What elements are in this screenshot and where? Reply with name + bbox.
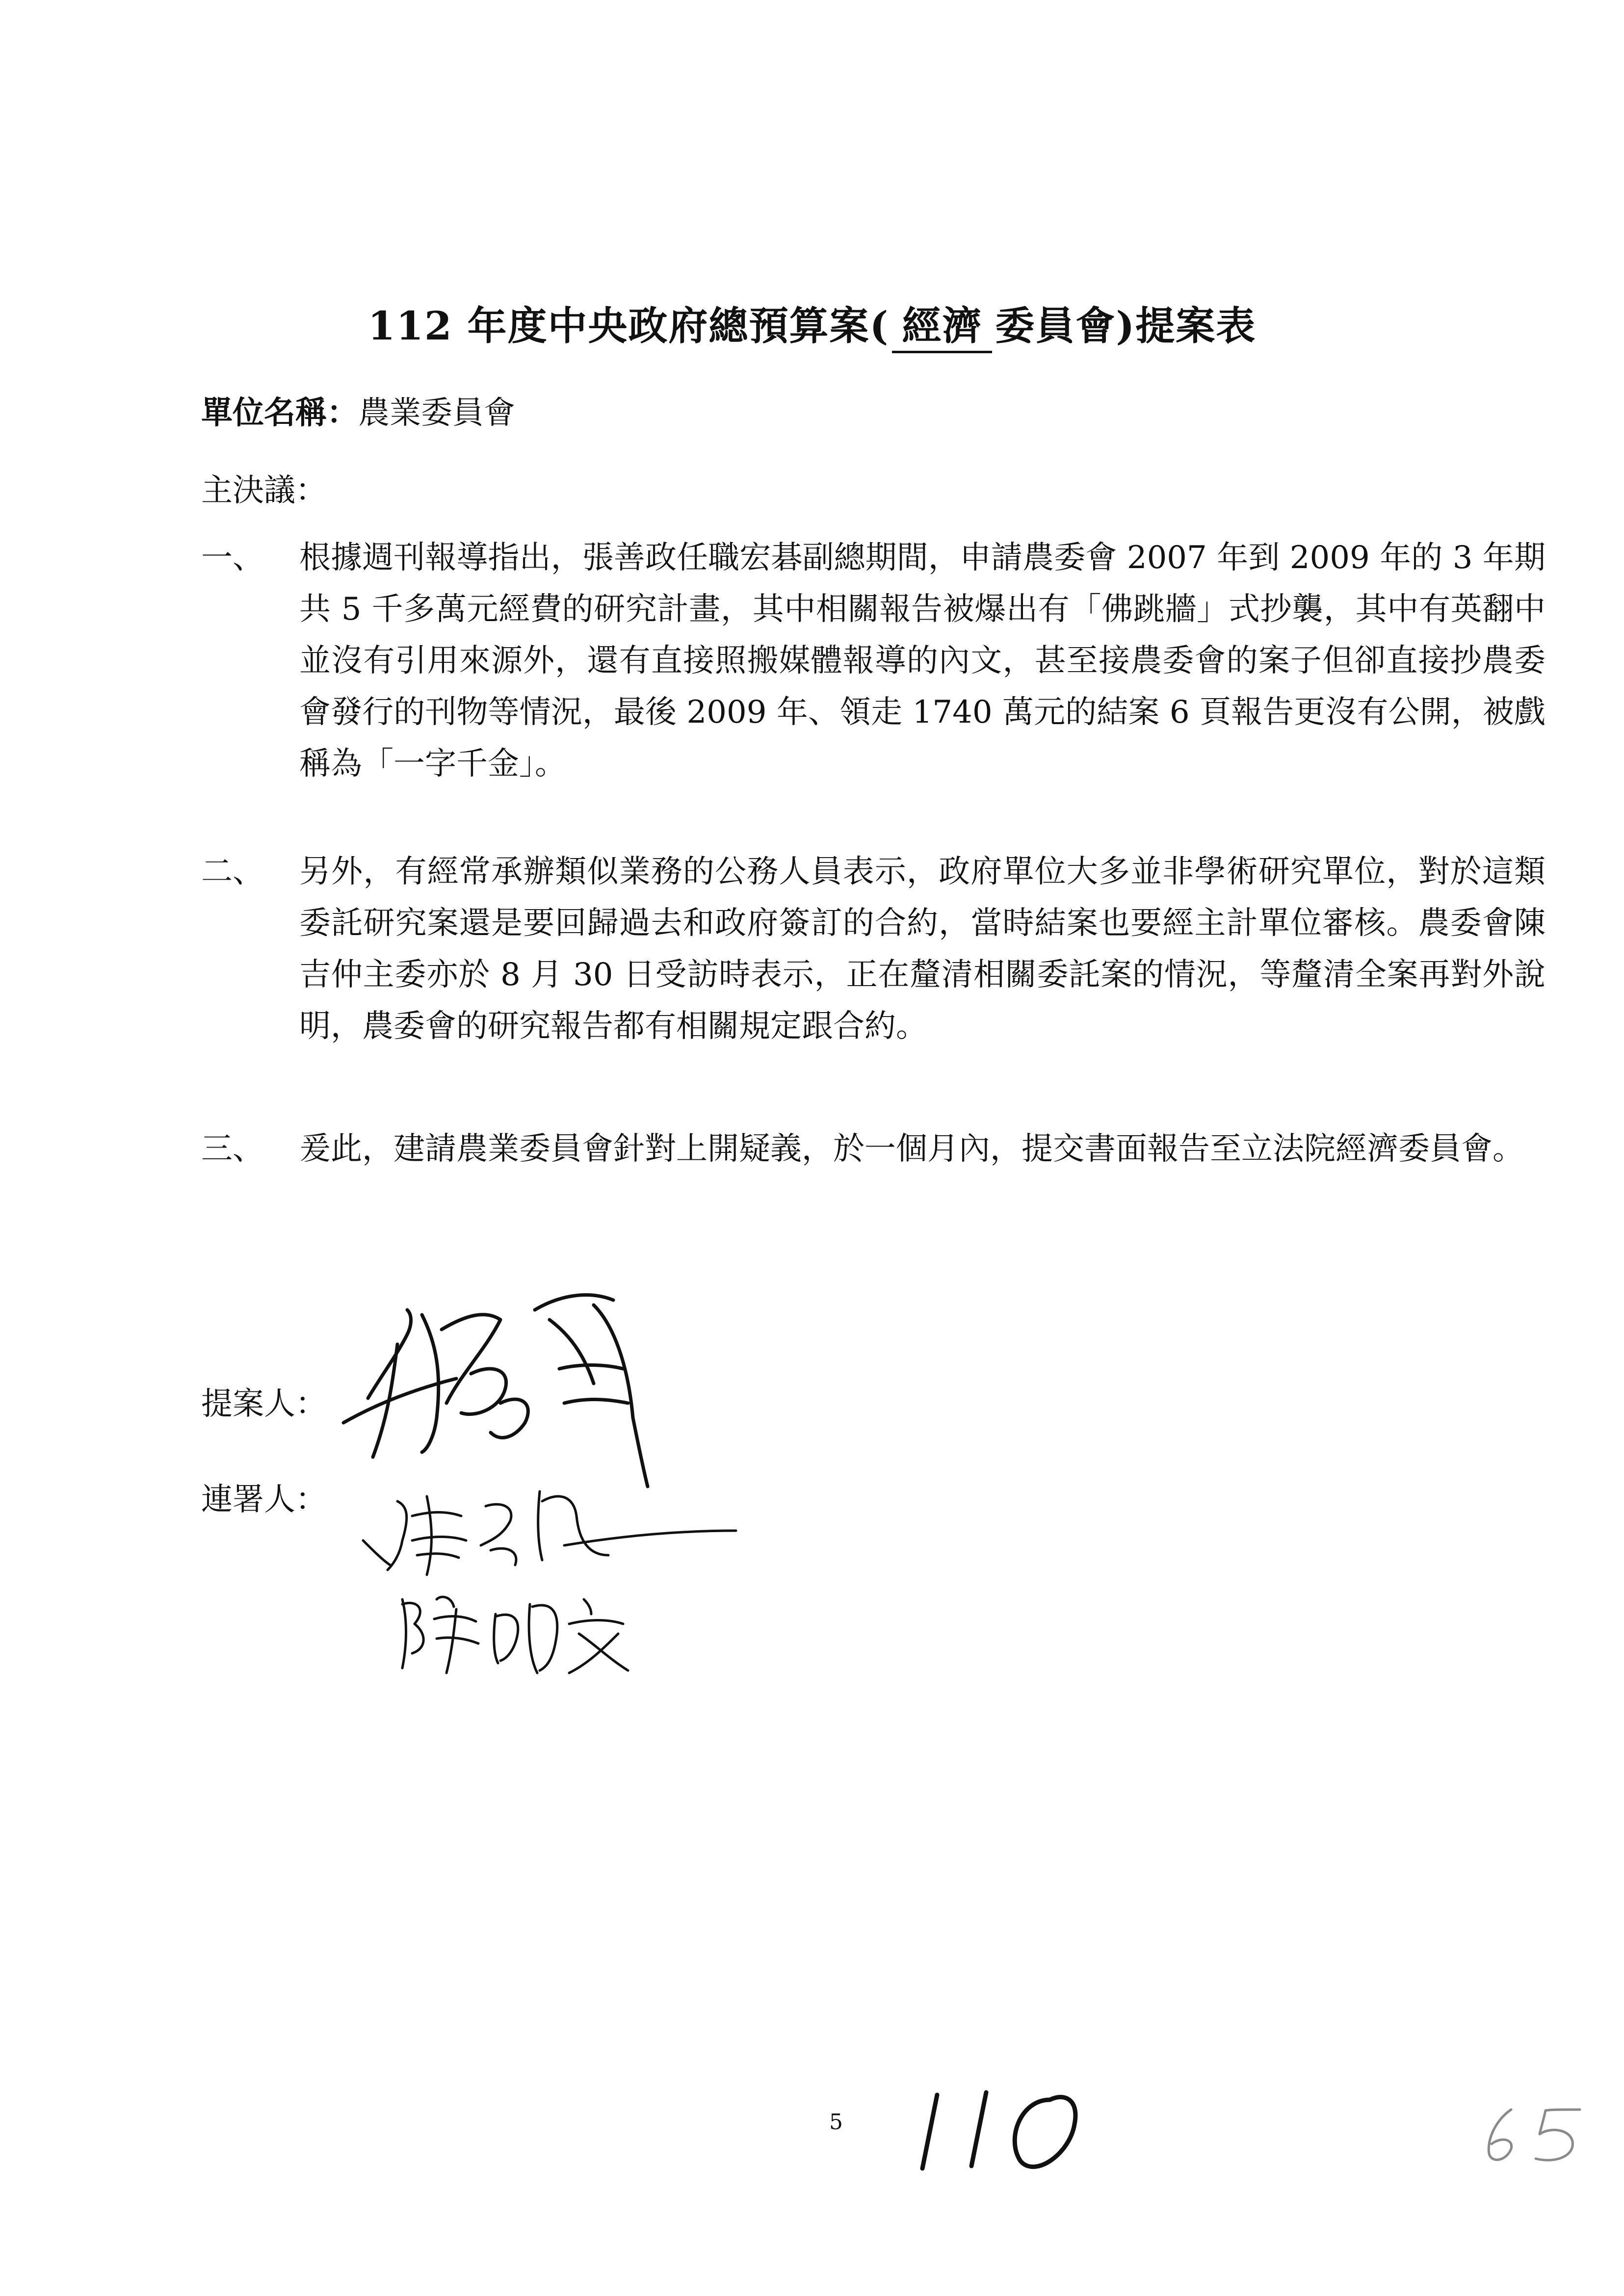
pencil-number <box>1472 2100 1599 2168</box>
proposer-label: 提案人： <box>201 1386 327 1422</box>
item-number: 三、 <box>201 1131 264 1167</box>
item-text: 根據週刊報導指出，張善政任職宏碁副總期間，申請農委會 2007 年到 2009 年的 3 年期共 5 千多萬元經費的研究計畫，其中相關報告被爆出有「佛跳牆」式抄襲，其中有英翻中並沒有引用來源外，還有直接照搬媒體報導的內文，甚至接農委會的案子但卻直接抄農委會發行的刊物等情況，最後 2009 年、領走 1740 萬元的結案 6 頁報告更沒有公開，被戲稱為「一字千金」。 <box>299 540 1545 782</box>
cosigner-signature <box>353 1457 756 1585</box>
proposer-signature <box>339 1256 672 1491</box>
resolution-label: 主決議： <box>201 472 327 509</box>
resolution-item <box>201 1123 1545 1175</box>
page-number: 5 <box>829 2110 843 2135</box>
handwritten-number <box>908 2080 1114 2173</box>
title-prefix: 112 年度中央政府總預算案( <box>367 303 890 349</box>
item-number: 一、 <box>201 540 264 576</box>
cosigner-label: 連署人： <box>201 1482 327 1518</box>
title-suffix: 委員會)提案表 <box>995 303 1257 349</box>
resolution-item <box>201 532 1545 790</box>
item-number: 二、 <box>201 854 264 890</box>
title-committee: 經濟 <box>892 294 992 353</box>
document-title <box>0 294 1624 353</box>
unit-label: 單位名稱： <box>201 394 358 431</box>
resolution-item <box>201 846 1545 1052</box>
unit-value: 農業委員會 <box>358 395 515 431</box>
item-text: 另外，有經常承辦類似業務的公務人員表示，政府單位大多並非學術研究單位，對於這類委託研究案還是要回歸過去和政府簽訂的合約，當時結案也要經主計單位審核。農委會陳吉仲主委亦於 8 月 30 日受訪時表示，正在釐清相關委託案的情況，等釐清全案再對外說明，農委會的研究報告都有相關規定跟合約。 <box>299 854 1545 1044</box>
unit-line <box>201 388 515 433</box>
item-text: 爰此，建請農業委員會針對上開疑義，於一個月內，提交書面報告至立法院經濟委員會。 <box>299 1131 1524 1167</box>
cosigner-signature <box>393 1580 648 1678</box>
